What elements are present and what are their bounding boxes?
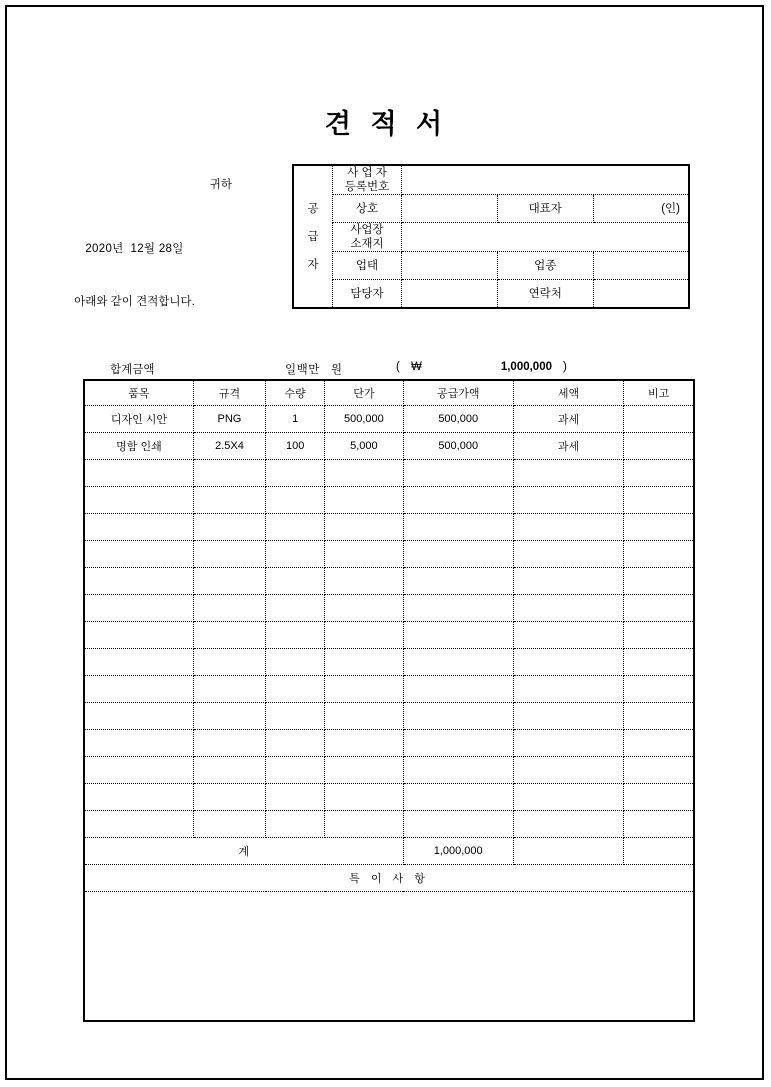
supplier-row-company: [293, 195, 689, 223]
cell-empty[interactable]: [624, 487, 694, 514]
cell-unit_price[interactable]: 5,000: [325, 433, 403, 460]
cell-empty[interactable]: [193, 487, 265, 514]
cell-empty[interactable]: [513, 703, 623, 730]
cell-empty[interactable]: [193, 676, 265, 703]
cell-empty[interactable]: [266, 541, 325, 568]
cell-empty[interactable]: [84, 514, 193, 541]
cell-empty[interactable]: [193, 757, 265, 784]
cell-empty[interactable]: [193, 568, 265, 595]
label-business-item: 업종: [497, 252, 593, 280]
column-header-2: 수량: [266, 380, 325, 406]
cell-empty[interactable]: [624, 568, 694, 595]
cell-empty[interactable]: [513, 487, 623, 514]
cell-empty[interactable]: [84, 568, 193, 595]
cell-item[interactable]: 명함 인쇄: [84, 433, 193, 460]
value-address[interactable]: [402, 223, 690, 252]
cell-empty[interactable]: [624, 676, 694, 703]
column-header-0: 품목: [84, 380, 193, 406]
cell-empty[interactable]: [325, 595, 403, 622]
won-currency-icon: ₩: [411, 361, 422, 373]
cell-empty[interactable]: [193, 730, 265, 757]
cell-empty[interactable]: [193, 460, 265, 487]
notes-header-label: 특 이 사 항: [84, 865, 694, 892]
cell-empty[interactable]: [624, 784, 694, 811]
cell-empty[interactable]: [325, 784, 403, 811]
cell-empty[interactable]: [84, 460, 193, 487]
cell-empty[interactable]: [403, 730, 513, 757]
cell-tax[interactable]: 과세: [513, 433, 623, 460]
cell-item[interactable]: 디자인 시안: [84, 406, 193, 433]
cell-empty[interactable]: [624, 703, 694, 730]
cell-empty[interactable]: [325, 622, 403, 649]
table-row-empty[interactable]: [84, 487, 694, 514]
cell-empty[interactable]: [325, 811, 403, 838]
cell-empty[interactable]: [403, 568, 513, 595]
cell-empty[interactable]: [266, 514, 325, 541]
cell-empty[interactable]: [193, 595, 265, 622]
total-paren-close: ): [563, 361, 567, 373]
cell-supply_amount[interactable]: 500,000: [403, 406, 513, 433]
supplier-info-table: [292, 164, 690, 309]
cell-empty[interactable]: [266, 730, 325, 757]
cell-empty[interactable]: [403, 514, 513, 541]
cell-empty[interactable]: [193, 514, 265, 541]
cell-empty[interactable]: [513, 622, 623, 649]
cell-empty[interactable]: [403, 676, 513, 703]
notes-body-area[interactable]: [84, 892, 694, 1022]
label-business-number: [333, 165, 402, 195]
cell-empty[interactable]: [513, 649, 623, 676]
cell-spec[interactable]: 2.5X4: [193, 433, 265, 460]
total-amount-figure: 1,000,000: [500, 361, 552, 373]
cell-empty[interactable]: [266, 649, 325, 676]
cell-empty[interactable]: [84, 676, 193, 703]
table-row-empty[interactable]: [84, 514, 694, 541]
column-header-3: 단가: [325, 380, 403, 406]
cell-empty[interactable]: [624, 730, 694, 757]
table-row-empty[interactable]: [84, 784, 694, 811]
total-row-label: 계: [84, 838, 403, 865]
table-row-empty[interactable]: [84, 703, 694, 730]
cell-empty[interactable]: [84, 730, 193, 757]
cell-empty[interactable]: [624, 541, 694, 568]
cell-empty[interactable]: [266, 568, 325, 595]
cell-empty[interactable]: [403, 784, 513, 811]
quote-date: 2020년 12월 28일: [85, 243, 184, 255]
cell-note[interactable]: [624, 433, 694, 460]
cell-empty[interactable]: [325, 757, 403, 784]
cell-empty[interactable]: [193, 784, 265, 811]
line-items-table: [83, 379, 695, 1022]
cell-empty[interactable]: [403, 622, 513, 649]
label-address-line1: 사업장: [350, 224, 384, 236]
label-representative: 대표자: [497, 195, 593, 223]
label-contact-person: 담당자: [333, 280, 402, 309]
cell-empty[interactable]: [624, 514, 694, 541]
cell-empty[interactable]: [513, 811, 623, 838]
cell-empty[interactable]: [84, 541, 193, 568]
cell-empty[interactable]: [193, 811, 265, 838]
table-header-row: [84, 380, 694, 406]
cell-empty[interactable]: [403, 811, 513, 838]
column-header-4: 공급가액: [403, 380, 513, 406]
total-amount-in-words: 일백만 원: [285, 364, 343, 376]
cell-empty[interactable]: [193, 622, 265, 649]
cell-empty[interactable]: [266, 460, 325, 487]
cell-empty[interactable]: [513, 514, 623, 541]
cell-empty[interactable]: [325, 703, 403, 730]
cell-empty[interactable]: [266, 487, 325, 514]
cell-supply_amount[interactable]: 500,000: [403, 433, 513, 460]
column-header-6: 비고: [624, 380, 694, 406]
cell-spec[interactable]: PNG: [193, 406, 265, 433]
label-business-type: 업태: [333, 252, 402, 280]
cell-note[interactable]: [624, 406, 694, 433]
value-company-name[interactable]: [402, 195, 498, 223]
cell-empty[interactable]: [266, 757, 325, 784]
cell-empty[interactable]: [325, 649, 403, 676]
cell-empty[interactable]: [513, 568, 623, 595]
quote-statement: 아래와 같이 견적합니다.: [74, 296, 195, 308]
cell-empty[interactable]: [624, 595, 694, 622]
cell-empty[interactable]: [266, 676, 325, 703]
cell-empty[interactable]: [84, 487, 193, 514]
total-row-note: [624, 838, 694, 865]
table-row-empty[interactable]: [84, 730, 694, 757]
table-row-empty[interactable]: [84, 649, 694, 676]
cell-empty[interactable]: [266, 703, 325, 730]
cell-empty[interactable]: [266, 784, 325, 811]
cell-empty[interactable]: [84, 784, 193, 811]
cell-empty[interactable]: [193, 649, 265, 676]
cell-empty[interactable]: [403, 757, 513, 784]
label-business-number-line1: 사 업 자: [347, 167, 387, 179]
total-row-tax: [513, 838, 623, 865]
supplier-row-contact: [293, 280, 689, 309]
cell-empty[interactable]: [266, 622, 325, 649]
cell-empty[interactable]: [325, 730, 403, 757]
cell-empty[interactable]: [403, 649, 513, 676]
table-row-empty[interactable]: [84, 676, 694, 703]
table-total-row: [84, 838, 694, 865]
table-row-empty[interactable]: [84, 541, 694, 568]
cell-empty[interactable]: [325, 568, 403, 595]
label-phone: 연락처: [497, 280, 593, 309]
cell-empty[interactable]: [624, 757, 694, 784]
column-header-1: 규격: [193, 380, 265, 406]
cell-empty[interactable]: [513, 541, 623, 568]
value-business-item[interactable]: [593, 252, 689, 280]
cell-tax[interactable]: 과세: [513, 406, 623, 433]
table-row-empty[interactable]: [84, 622, 694, 649]
notes-body-row[interactable]: [84, 892, 694, 1022]
supplier-vertical-char-0: 공: [307, 202, 319, 215]
cell-empty[interactable]: [513, 676, 623, 703]
table-row-empty[interactable]: [84, 568, 694, 595]
cell-empty[interactable]: [403, 460, 513, 487]
cell-empty[interactable]: [513, 595, 623, 622]
supplier-row-business-number: [293, 165, 689, 195]
value-representative[interactable]: (인): [593, 195, 689, 223]
cell-unit_price[interactable]: 500,000: [325, 406, 403, 433]
column-header-5: 세액: [513, 380, 623, 406]
cell-empty[interactable]: [513, 730, 623, 757]
table-row[interactable]: [84, 433, 694, 460]
table-row[interactable]: [84, 406, 694, 433]
supplier-vertical-char-1: 급: [307, 230, 319, 243]
table-row-empty[interactable]: [84, 460, 694, 487]
page-title: 견 적 서: [324, 109, 449, 139]
cell-qty[interactable]: 100: [266, 433, 325, 460]
value-contact-person[interactable]: [402, 280, 498, 309]
value-business-type[interactable]: [402, 252, 498, 280]
supplier-vertical-label: [293, 165, 333, 308]
cell-empty[interactable]: [325, 487, 403, 514]
cell-empty[interactable]: [513, 757, 623, 784]
total-paren-open: (: [396, 361, 400, 373]
cell-empty[interactable]: [266, 811, 325, 838]
cell-empty[interactable]: [624, 649, 694, 676]
cell-empty[interactable]: [403, 595, 513, 622]
supplier-row-address: [293, 223, 689, 252]
cell-empty[interactable]: [403, 487, 513, 514]
cell-empty[interactable]: [193, 703, 265, 730]
cell-empty[interactable]: [325, 676, 403, 703]
cell-empty[interactable]: [325, 541, 403, 568]
label-business-number-line2: 등록번호: [344, 181, 390, 193]
page-sheet: [5, 5, 764, 1080]
cell-empty[interactable]: [193, 541, 265, 568]
cell-empty[interactable]: [84, 649, 193, 676]
cell-empty[interactable]: [325, 514, 403, 541]
table-row-empty[interactable]: [84, 595, 694, 622]
label-company-name: 상호: [333, 195, 402, 223]
total-row-supply-amount: 1,000,000: [403, 838, 513, 865]
label-address-line2: 소재지: [350, 238, 384, 250]
cell-empty[interactable]: [84, 811, 193, 838]
cell-empty[interactable]: [513, 784, 623, 811]
table-row-empty[interactable]: [84, 811, 694, 838]
cell-empty[interactable]: [624, 811, 694, 838]
cell-empty[interactable]: [84, 703, 193, 730]
cell-empty[interactable]: [84, 622, 193, 649]
cell-empty[interactable]: [403, 703, 513, 730]
total-amount-label: 합계금액: [110, 364, 155, 376]
supplier-vertical-char-2: 자: [307, 258, 319, 271]
value-business-number[interactable]: [402, 165, 690, 195]
cell-empty[interactable]: [84, 757, 193, 784]
cell-empty[interactable]: [624, 622, 694, 649]
cell-empty[interactable]: [513, 460, 623, 487]
cell-empty[interactable]: [266, 595, 325, 622]
recipient-label: 귀하: [209, 179, 232, 191]
value-phone[interactable]: [593, 280, 689, 309]
cell-qty[interactable]: 1: [266, 406, 325, 433]
cell-empty[interactable]: [403, 541, 513, 568]
cell-empty[interactable]: [84, 595, 193, 622]
notes-header-row: [84, 865, 694, 892]
supplier-row-business-type: [293, 252, 689, 280]
cell-empty[interactable]: [325, 460, 403, 487]
table-row-empty[interactable]: [84, 757, 694, 784]
cell-empty[interactable]: [624, 460, 694, 487]
label-address: [333, 223, 402, 252]
